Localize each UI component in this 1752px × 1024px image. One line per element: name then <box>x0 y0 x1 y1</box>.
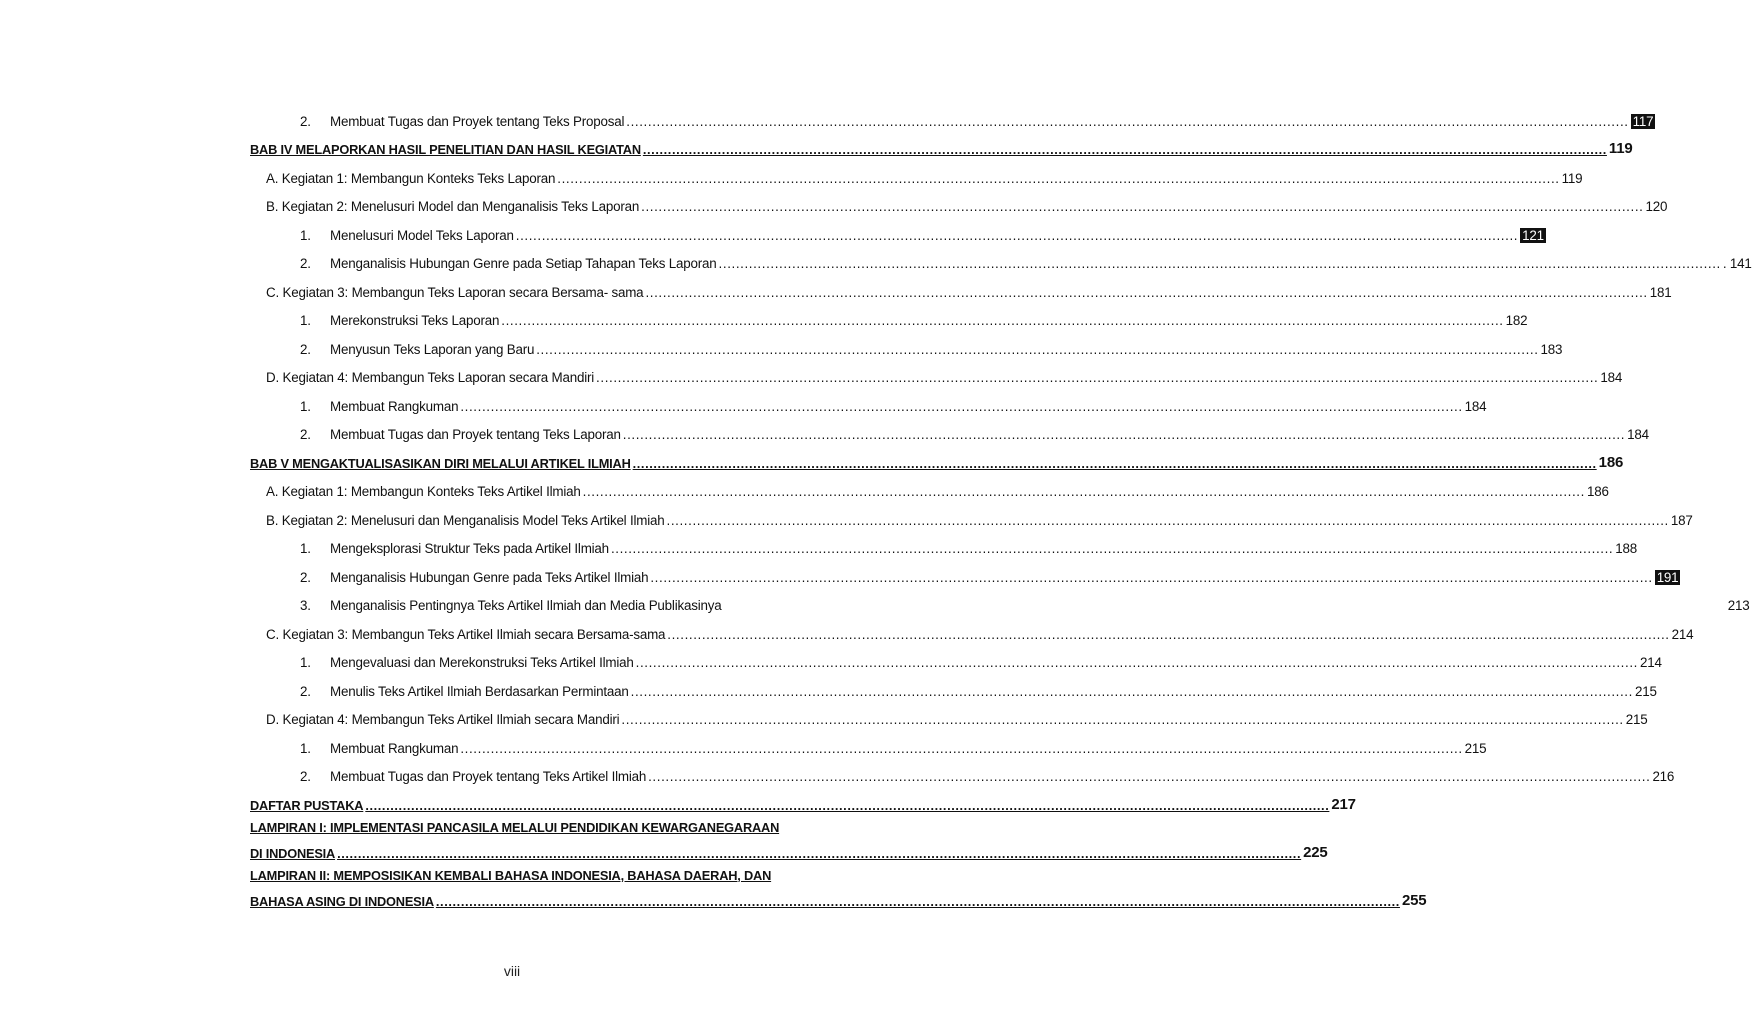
toc-entry-page: 214 <box>1639 655 1662 670</box>
toc-leader-dots <box>365 798 1329 813</box>
toc-leader-dots <box>623 427 1625 442</box>
toc-entry-page: 184 <box>1600 370 1623 385</box>
toc-entry-number: 1. <box>300 740 311 756</box>
toc-entry-title: DAFTAR PUSTAKA <box>250 797 364 813</box>
toc-entry-title: Membuat Rangkuman <box>330 740 459 756</box>
toc-entry-page: 214 <box>1671 626 1694 642</box>
toc-entry <box>250 528 1638 557</box>
toc-entry-title: Membuat Rangkuman <box>330 398 459 414</box>
toc-entry-title: D. Kegiatan 4: Membangun Teks Laporan secara Mandiri <box>266 370 595 385</box>
toc-entry-page: 120 <box>1645 199 1668 214</box>
toc-entry-title: Menulis Teks Artikel Ilmiah Berdasarkan Permintaan <box>330 683 629 699</box>
toc-entry-page: 184 <box>1464 398 1487 414</box>
toc-chapter-entry <box>250 129 1633 158</box>
toc-entry-page: 119 <box>1608 140 1633 157</box>
toc-entry-number: 1. <box>300 541 311 556</box>
toc-leader-dots <box>633 456 1597 471</box>
toc-leader-dots <box>611 541 1613 556</box>
toc-entry-title: C. Kegiatan 3: Membangun Teks Artikel Ilmiah secara Bersama-sama <box>266 626 666 642</box>
toc-leader-dots <box>460 741 1462 756</box>
toc-entry <box>250 186 1668 215</box>
toc-entry-number: 2. <box>300 683 311 699</box>
page-number: viii <box>503 963 521 979</box>
toc-entry-number: 2. <box>300 341 311 357</box>
toc-leader-dots <box>667 627 1669 642</box>
toc-entry <box>250 670 1657 699</box>
toc-leader-dots <box>501 313 1503 328</box>
toc-appendix-entry <box>250 813 1328 861</box>
toc-leader-dots <box>650 570 1652 585</box>
toc-entry-title: Mengevaluasi dan Merekonstruksi Teks Artikel Ilmiah <box>330 655 634 670</box>
toc-leader-dots <box>516 228 1518 243</box>
toc-entry <box>250 699 1648 728</box>
toc-entry-title: Mengeksplorasi Struktur Teks pada Artikel Ilmiah <box>330 541 609 556</box>
appendix-title-line1: LAMPIRAN II: MEMPOSISIKAN KEMBALI BAHASA INDONESIA, BAHASA DAERAH, DAN <box>250 867 772 883</box>
toc-entry-number: 1. <box>300 398 311 414</box>
toc-entry <box>250 727 1487 756</box>
toc-leader-dots <box>337 846 1301 861</box>
toc-chapter-entry <box>250 442 1624 471</box>
toc-entry <box>250 157 1583 186</box>
toc-entry-number: 1. <box>300 227 311 243</box>
appendix-entries <box>250 813 1427 909</box>
toc-entry <box>250 642 1662 671</box>
toc-leader-dots <box>557 171 1559 186</box>
toc-entry-title: Menganalisis Hubungan Genre pada Teks Artikel Ilmiah <box>330 569 649 585</box>
toc-entry-page: 215 <box>1464 740 1487 756</box>
toc-leader-dots <box>436 894 1400 909</box>
toc-leader-dots <box>596 370 1598 385</box>
appendix-title-line2: BAHASA ASING DI INDONESIA <box>250 893 434 909</box>
toc-entry-page: 215 <box>1634 683 1657 699</box>
toc-leader-dots <box>536 342 1538 357</box>
toc-leader-dots <box>667 513 1669 528</box>
toc-leader-dots <box>645 285 1647 300</box>
toc-entry-page: 183 <box>1540 341 1563 357</box>
toc-entry-title: Menganalisis Hubungan Genre pada Setiap Tahapan Teks Laporan <box>330 256 717 271</box>
toc-entry-title: B. Kegiatan 2: Menelusuri Model dan Menganalisis Teks Laporan <box>266 199 640 214</box>
toc-entry-page: 182 <box>1505 313 1528 328</box>
toc-appendix-entry <box>250 861 1427 909</box>
toc-entry <box>250 499 1693 528</box>
toc-chapter-entry <box>250 784 1356 813</box>
toc-entry-title: Membuat Tugas dan Proyek tentang Teks Laporan <box>330 427 621 442</box>
toc-entry-page: 191 <box>1656 569 1679 585</box>
toc-entry-number: 1. <box>300 313 311 328</box>
toc-leader-dots <box>636 655 1638 670</box>
toc-entry-page: 117 <box>1632 113 1654 129</box>
toc-entry-title: Membuat Tugas dan Proyek tentang Teks Proposal <box>330 113 625 129</box>
appendix-page: 225 <box>1303 843 1328 861</box>
toc-leader-dots <box>626 114 1628 129</box>
toc-entry-title: A. Kegiatan 1: Membangun Konteks Teks Artikel Ilmiah <box>266 484 581 499</box>
toc-entry <box>250 214 1544 243</box>
toc-entry <box>250 357 1623 386</box>
toc-entry-title: C. Kegiatan 3: Membangun Teks Laporan secara Bersama- sama <box>266 284 644 300</box>
toc-entry <box>250 613 1694 642</box>
toc-leader-dots <box>643 142 1607 157</box>
toc-entry-page: 186 <box>1586 484 1609 499</box>
table-of-contents <box>250 100 1752 909</box>
appendix-title-line1: LAMPIRAN I: IMPLEMENTASI PANCASILA MELALUI PENDIDIKAN KEWARGANEGARAAN <box>250 819 780 835</box>
toc-entry <box>250 414 1649 443</box>
toc-entry-page: 188 <box>1615 541 1638 556</box>
toc-entry-page: 121 <box>1522 227 1544 243</box>
toc-entry-number: 2. <box>300 256 311 271</box>
appendix-title-line2: DI INDONESIA <box>250 845 336 861</box>
toc-entry-page: 187 <box>1670 512 1693 528</box>
toc-entry-title: D. Kegiatan 4: Membangun Teks Artikel Ilmiah secara Mandiri <box>266 712 620 727</box>
toc-entries <box>250 100 1752 813</box>
toc-entry <box>250 556 1679 585</box>
toc-entry-number: 1. <box>300 655 311 670</box>
toc-entry-number: 2. <box>300 113 311 129</box>
toc-entry-title: BAB IV MELAPORKAN HASIL PENELITIAN DAN HASIL KEGIATAN <box>250 142 641 157</box>
toc-entry-page: 213 <box>1727 598 1750 613</box>
toc-entry-title: A. Kegiatan 1: Membangun Konteks Teks Laporan <box>266 170 556 186</box>
toc-entry-title: BAB V MENGAKTUALISASIKAN DIRI MELALUI ARTIKEL ILMIAH <box>250 455 631 471</box>
toc-entry-page: 216 <box>1652 769 1675 784</box>
toc-entry-page: 217 <box>1331 795 1356 813</box>
toc-leader-dots <box>719 256 1721 271</box>
toc-leader-dots <box>641 199 1643 214</box>
toc-leader-dots <box>621 712 1623 727</box>
toc-entry <box>250 300 1528 329</box>
toc-entry-number: 2. <box>300 569 311 585</box>
toc-entry-title: B. Kegiatan 2: Menelusuri dan Menganalisis Model Teks Artikel Ilmiah <box>266 512 665 528</box>
toc-entry-page: . 141 <box>1722 256 1752 271</box>
toc-leader-dots <box>631 684 1633 699</box>
toc-entry <box>250 756 1675 785</box>
toc-entry-number: 2. <box>300 769 311 784</box>
toc-entry <box>250 271 1672 300</box>
toc-entry-page: 215 <box>1625 712 1648 727</box>
toc-entry-title: Menelusuri Model Teks Laporan <box>330 227 514 243</box>
toc-entry-page: 186 <box>1598 453 1624 471</box>
toc-entry-page: 119 <box>1561 170 1583 186</box>
toc-entry-number: 3. <box>300 598 311 613</box>
toc-entry-number: 2. <box>300 427 311 442</box>
toc-entry <box>250 243 1752 272</box>
toc-entry <box>250 471 1609 500</box>
toc-leader-dots <box>583 484 1585 499</box>
toc-entry <box>250 585 1750 614</box>
appendix-page: 255 <box>1401 891 1427 909</box>
toc-leader-dots <box>648 769 1650 784</box>
toc-entry <box>250 328 1563 357</box>
toc-entry-page: 181 <box>1649 284 1672 300</box>
toc-entry-title: Merekonstruksi Teks Laporan <box>330 313 500 328</box>
toc-entry-title: Membuat Tugas dan Proyek tentang Teks Artikel Ilmiah <box>330 769 647 784</box>
toc-entry <box>250 385 1487 414</box>
toc-entry-page: 184 <box>1627 427 1649 442</box>
toc-leader-dots <box>460 399 1462 414</box>
toc-entry-title: Menyusun Teks Laporan yang Baru <box>330 341 535 357</box>
toc-entry <box>250 100 1654 129</box>
toc-entry-title: Menganalisis Pentingnya Teks Artikel Ilmiah dan Media Publikasinya <box>330 598 722 613</box>
